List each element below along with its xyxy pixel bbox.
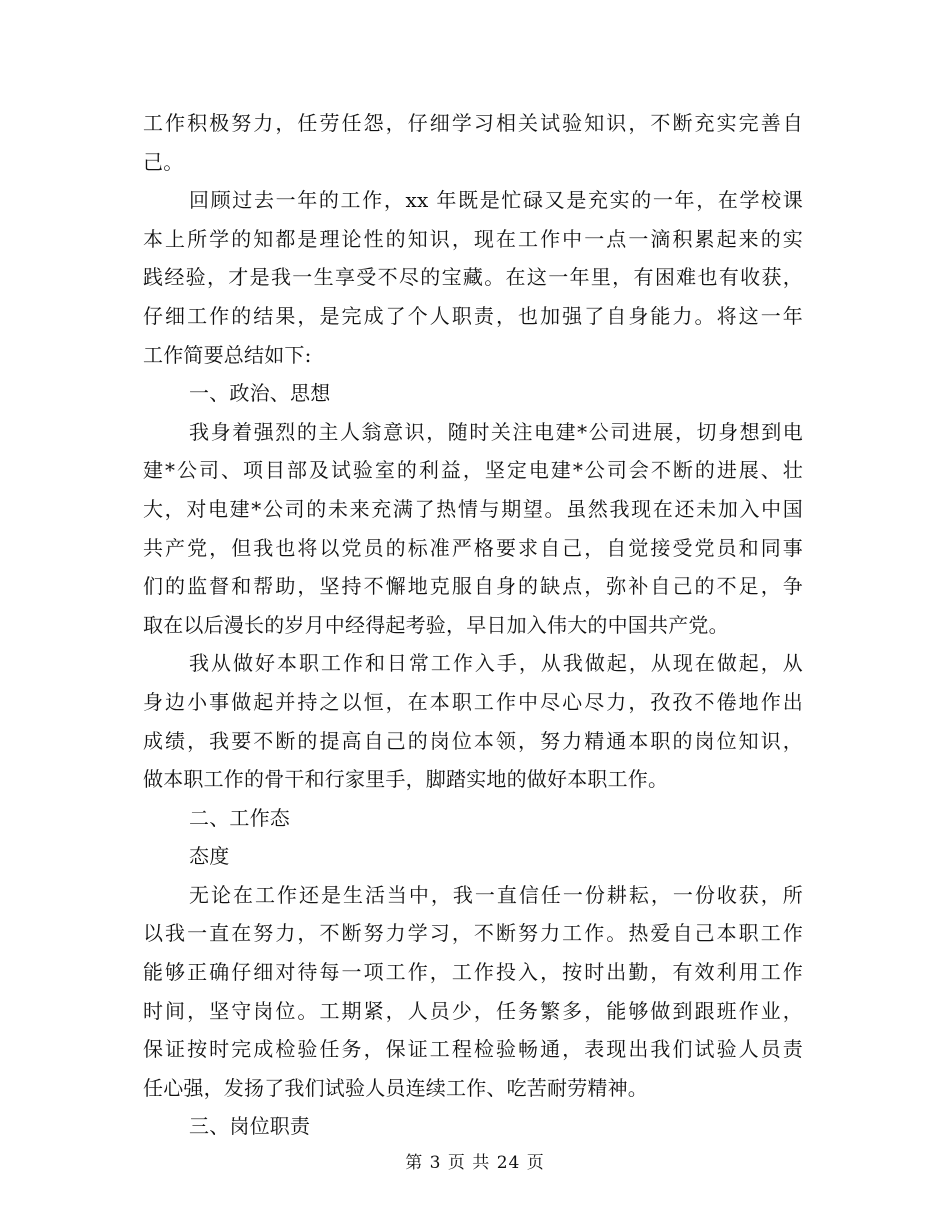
text-line: 成绩，我要不断的提高自己的岗位本领，努力精通本职的岗位知识， (143, 728, 803, 753)
document-body (143, 104, 803, 1146)
text-line: 以我一直在努力，不断努力学习，不断努力工作。热爱自己本职工作 (143, 921, 803, 946)
text-line: 践经验，才是我一生享受不尽的宝藏。在这一年里，有困难也有收获， (143, 265, 803, 290)
text-line: 无论在工作还是生活当中，我一直信任一份耕耘，一份收获，所 (189, 882, 803, 907)
text-line: 身边小事做起并持之以恒，在本职工作中尽心尽力，孜孜不倦地作出 (143, 689, 803, 714)
text-line: 一、政治、思想 (189, 381, 331, 406)
text-line: 我从做好本职工作和日常工作入手，从我做起，从现在做起，从 (189, 651, 803, 676)
text-line: 建*公司、项目部及试验室的利益，坚定电建*公司会不断的进展、壮 (143, 458, 803, 483)
text-line: 做本职工作的骨干和行家里手，脚踏实地的做好本职工作。 (143, 767, 669, 792)
text-line: 己。 (143, 149, 184, 174)
text-line: 我身着强烈的主人翁意识，随时关注电建*公司进展，切身想到电 (189, 419, 803, 444)
text-line: 任心强，发扬了我们试验人员连续工作、吃苦耐劳精神。 (143, 1075, 648, 1100)
text-line: 时间，坚守岗位。工期紧，人员少，任务繁多，能够做到跟班作业， (143, 998, 803, 1023)
text-line: 取在以后漫长的岁月中经得起考验，早日加入伟大的中国共产党。 (143, 612, 729, 637)
text-line: 们的监督和帮助，坚持不懈地克服自身的缺点，弥补自己的不足，争 (143, 574, 803, 599)
text-line: 本上所学的知都是理论性的知识，现在工作中一点一滴积累起来的实 (143, 226, 803, 251)
text-line: 二、工作态 (189, 805, 290, 830)
text-line: 工作简要总结如下: (143, 342, 312, 367)
text-line: 回顾过去一年的工作，xx 年既是忙碌又是充实的一年，在学校课 (189, 188, 803, 213)
text-line: 大，对电建*公司的未来充满了热情与期望。虽然我现在还未加入中国 (143, 496, 803, 521)
text-line: 能够正确仔细对待每一项工作，工作投入，按时出勤，有效利用工作 (143, 960, 803, 985)
text-line: 保证按时完成检验任务，保证工程检验畅通，表现出我们试验人员责 (143, 1037, 803, 1062)
text-line: 三、岗位职责 (189, 1114, 311, 1139)
text-line: 态度 (189, 844, 230, 869)
text-line: 仔细工作的结果，是完成了个人职责，也加强了自身能力。将这一年 (143, 303, 803, 328)
text-line: 共产党，但我也将以党员的标准严格要求自己，自觉接受党员和同事 (143, 535, 803, 560)
text-line: 工作积极努力，任劳任怨，仔细学习相关试验知识，不断充实完善自 (143, 111, 803, 135)
page-footer: 第 3 页 共 24 页 (405, 1153, 545, 1173)
